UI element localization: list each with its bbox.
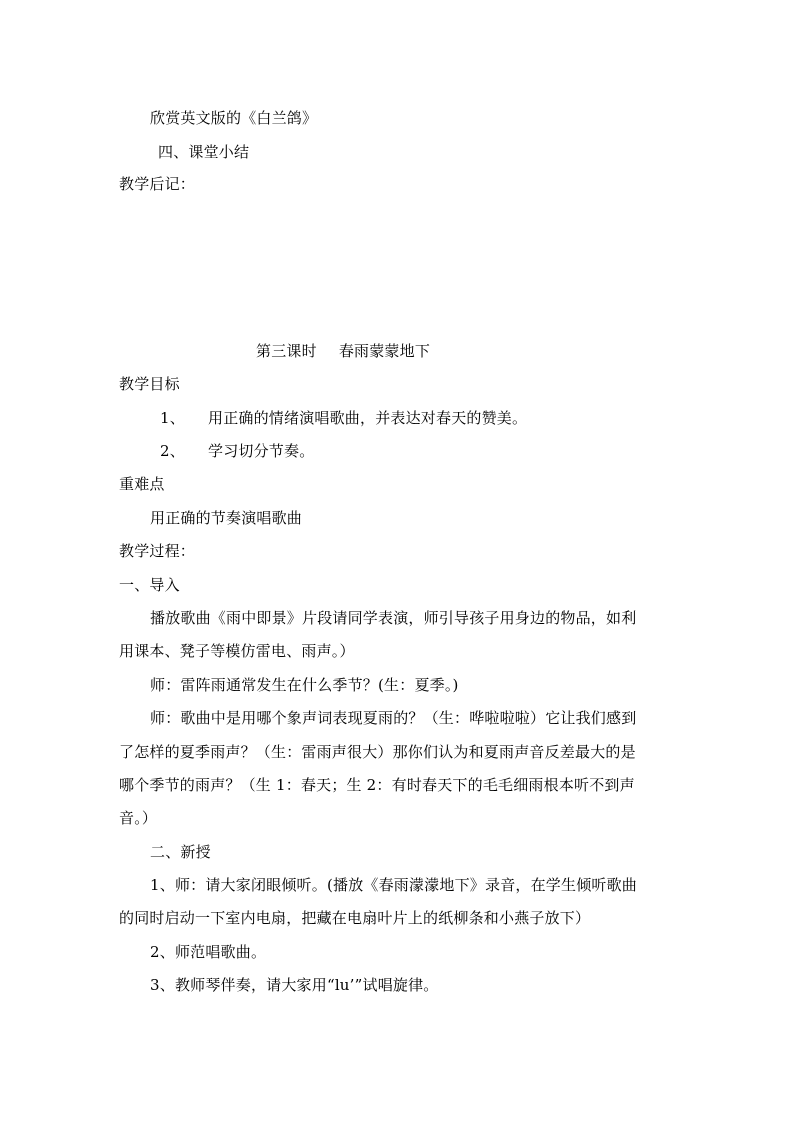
lesson-title <box>256 341 430 361</box>
paragraph-line: 哪个季节的雨声？（生 1：春天；生 2：有时春天下的毛毛细雨根本听不到声 <box>119 776 635 794</box>
section-heading: 四、课堂小结 <box>158 143 250 161</box>
section-heading: 教学目标 <box>119 375 180 393</box>
section-heading: 重难点 <box>119 475 165 493</box>
paragraph-line: 音。） <box>119 809 158 827</box>
paragraph-line: 师：歌曲中是用哪个象声词表现夏雨的？（生：哗啦啦啦）它让我们感到 <box>150 709 637 727</box>
lesson-name: 春雨蒙蒙地下 <box>338 342 431 360</box>
text-line: 教学后记： <box>119 175 196 193</box>
paragraph-line: 3、教师琴伴奏，请大家用“lu’”试唱旋律。 <box>150 976 439 994</box>
list-text: 用正确的情绪演唱歌曲，并表达对春天的赞美。 <box>208 409 528 427</box>
paragraph-line: 了怎样的夏季雨声？（生：雷雨声很大）那你们认为和夏雨声音反差最大的是 <box>119 743 636 761</box>
lesson-number: 第三课时 <box>256 342 317 360</box>
list-item <box>160 408 527 428</box>
list-number: 1、 <box>160 409 185 427</box>
paragraph-line: 用课本、凳子等模仿雷电、雨声。） <box>119 642 355 660</box>
paragraph-line: 师：雷阵雨通常发生在什么季节？(生：夏季。) <box>150 676 459 694</box>
list-number: 2、 <box>160 442 185 460</box>
list-text: 学习切分节奏。 <box>208 442 315 460</box>
paragraph-line: 1、师：请大家闭眼倾听。(播放《春雨濛濛地下》录音，在学生倾听歌曲 <box>150 876 637 894</box>
text-line: 欣赏英文版的《白兰鸽》 <box>150 109 318 127</box>
paragraph-line: 播放歌曲《雨中即景》片段请同学表演，师引导孩子用身边的物品，如利 <box>150 609 637 627</box>
paragraph-line: 2、师范唱歌曲。 <box>150 943 267 961</box>
section-heading: 一、导入 <box>119 576 180 594</box>
section-heading: 教学过程： <box>119 542 196 560</box>
section-heading: 二、新授 <box>150 843 211 861</box>
paragraph-line: 的同时启动一下室内电扇，把藏在电扇叶片上的纸柳条和小燕子放下） <box>119 909 591 927</box>
list-item <box>160 441 314 461</box>
text-line: 用正确的节奏演唱歌曲 <box>150 509 303 527</box>
